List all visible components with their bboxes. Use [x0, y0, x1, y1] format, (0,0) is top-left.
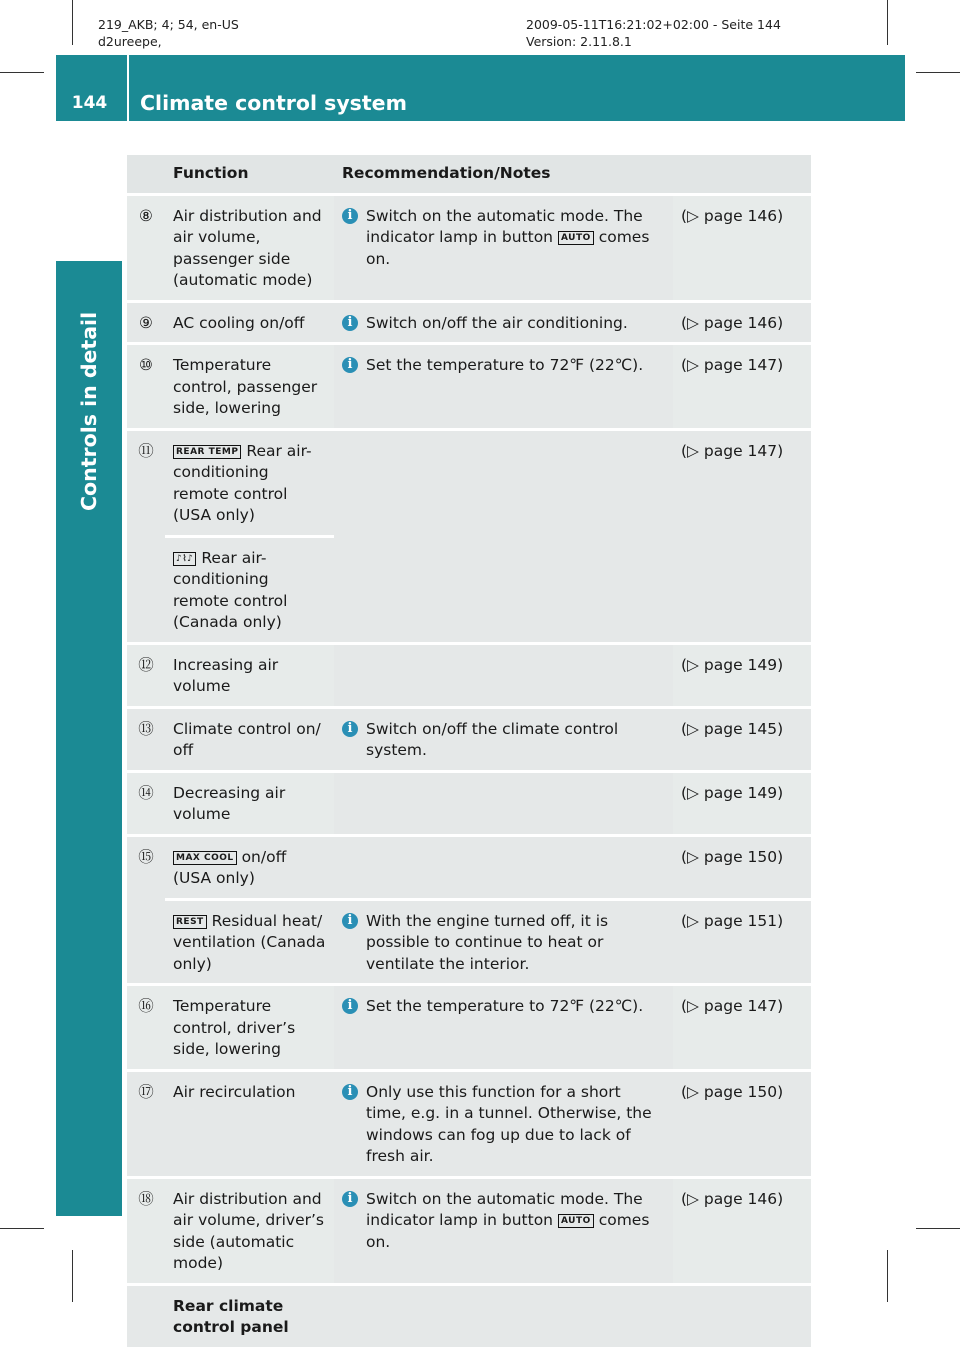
- notes-cell: [334, 1072, 673, 1179]
- header-ref: [673, 155, 811, 196]
- table-row: [127, 303, 811, 346]
- note-text: Switch on/off the climate control system.: [366, 719, 619, 759]
- header-divider: [127, 55, 129, 121]
- function-text: Residual heat/ ventilation (Canada only): [173, 911, 326, 973]
- table-row: [127, 196, 811, 303]
- notes-cell: [334, 986, 673, 1072]
- row-number: ⑨: [127, 303, 165, 346]
- note-text: Switch on the automatic mode. The indicator lamp in button: [366, 206, 643, 246]
- function-cell: AC cooling on/off: [165, 303, 334, 346]
- notes-cell: [334, 773, 673, 837]
- table-row: [127, 345, 811, 431]
- print-metadata-left: [98, 16, 239, 50]
- meta-line: 219_AKB; 4; 54, en-US: [98, 17, 239, 32]
- crop-mark: [72, 0, 73, 45]
- header-blank: [127, 155, 165, 196]
- info-icon: i: [342, 315, 358, 331]
- table-subheading-row: [127, 1286, 811, 1347]
- meta-line: Version: 2.11.8.1: [526, 34, 632, 49]
- function-cell: Temperature control, passenger side, lowering: [165, 345, 334, 431]
- page-ref: (▷ page 147): [673, 986, 811, 1072]
- rest-button-icon: REST: [173, 915, 207, 929]
- meta-line: 2009-05-11T16:21:02+02:00 - Seite 144: [526, 17, 781, 32]
- row-number: ⑫: [127, 645, 165, 709]
- row-number: ⑰: [127, 1072, 165, 1179]
- function-cell: Increasing air volume: [165, 645, 334, 709]
- note-text: comes on.: [366, 228, 650, 268]
- crop-mark: [0, 1228, 44, 1229]
- info-icon: i: [342, 1084, 358, 1100]
- note-text: Only use this function for a short time, e.g. in a tunnel. Otherwise, the windows can fog up due to lack of fresh air.: [366, 1082, 652, 1165]
- auto-button-icon: AUTO: [558, 231, 594, 245]
- page-ref: [673, 1286, 811, 1347]
- function-cell: Air distribution and air volume, passenger side (automatic mode): [165, 196, 334, 303]
- page-ref: (▷ page 146): [673, 1179, 811, 1286]
- notes-cell: [334, 1179, 673, 1286]
- row-number: ⑩: [127, 345, 165, 431]
- function-cell: Air distribution and air volume, driver’s side (automatic mode): [165, 1179, 334, 1286]
- header-function: Function: [165, 155, 334, 196]
- crop-mark: [72, 1250, 73, 1302]
- function-cell: Climate control on/ off: [165, 709, 334, 773]
- note-text: Switch on the automatic mode. The indicator lamp in button: [366, 1189, 643, 1229]
- table-row: [127, 898, 811, 987]
- table-row: [127, 1072, 811, 1179]
- row-number: ⑬: [127, 709, 165, 773]
- function-cell: [165, 535, 334, 645]
- table-row: [127, 986, 811, 1072]
- table-row: [127, 431, 811, 535]
- notes-cell: [334, 431, 673, 645]
- notes-cell: [334, 645, 673, 709]
- function-cell: [165, 431, 334, 535]
- page-number: 144: [71, 93, 108, 113]
- table-header-row: [127, 155, 811, 196]
- page-ref: (▷ page 149): [673, 645, 811, 709]
- crop-mark: [887, 0, 888, 45]
- crop-mark: [916, 1228, 960, 1229]
- row-number: ⑪: [127, 431, 165, 645]
- page-ref: (▷ page 145): [673, 709, 811, 773]
- function-cell: Decreasing air volume: [165, 773, 334, 837]
- note-text: comes on.: [366, 1211, 650, 1251]
- row-number: ⑮: [127, 837, 165, 987]
- rear-temp-button-icon: REAR TEMP: [173, 445, 241, 459]
- notes-cell: [334, 1286, 673, 1347]
- subheading: Rear climate control panel: [173, 1296, 289, 1336]
- page-ref: (▷ page 147): [673, 345, 811, 431]
- info-icon: i: [342, 208, 358, 224]
- meta-line: d2ureepe,: [98, 34, 162, 49]
- notes-cell: [334, 898, 673, 987]
- notes-cell: [334, 837, 673, 898]
- note-text: With the engine turned off, it is possible to continue to heat or ventilate the interior.: [366, 911, 609, 973]
- page-title: Climate control system: [140, 91, 407, 115]
- info-icon: i: [342, 357, 358, 373]
- notes-cell: [334, 196, 673, 303]
- notes-cell: [334, 345, 673, 431]
- page-ref: (▷ page 147): [673, 431, 811, 645]
- max-cool-button-icon: MAX COOL: [173, 851, 237, 865]
- print-metadata-right: [526, 16, 781, 50]
- function-text: Rear air-conditioning remote control (USA only): [173, 441, 312, 524]
- table-row: [127, 773, 811, 837]
- info-icon: i: [342, 721, 358, 737]
- crop-mark: [916, 72, 960, 73]
- function-cell: Temperature control, driver’s side, lowering: [165, 986, 334, 1072]
- crop-mark: [887, 1250, 888, 1302]
- section-tab: [56, 261, 122, 1216]
- info-icon: i: [342, 913, 358, 929]
- note-text: Set the temperature to 72℉ (22℃).: [366, 356, 644, 374]
- table-row: [127, 1179, 811, 1286]
- function-text: Rear air-conditioning remote control (Canada only): [173, 548, 288, 631]
- function-text: on/off (USA only): [173, 847, 287, 887]
- rear-airflow-button-icon: ♪⌇♪: [173, 552, 196, 566]
- table-row: [127, 709, 811, 773]
- page-ref: (▷ page 151): [673, 898, 811, 987]
- row-number: [127, 1286, 165, 1347]
- page-ref: (▷ page 150): [681, 847, 784, 866]
- auto-button-icon: AUTO: [558, 1214, 594, 1228]
- row-number: ⑯: [127, 986, 165, 1072]
- page-header: [56, 55, 905, 121]
- function-cell: [165, 837, 334, 898]
- table-row: [127, 837, 811, 898]
- function-table: [127, 155, 811, 1347]
- page-ref: (▷ page 150): [673, 1072, 811, 1179]
- note-text: Switch on/off the air conditioning.: [366, 313, 628, 332]
- info-icon: i: [342, 1191, 358, 1207]
- row-number: ⑱: [127, 1179, 165, 1286]
- crop-mark: [0, 72, 44, 73]
- info-icon: i: [342, 998, 358, 1014]
- page-ref: (▷ page 146): [673, 303, 811, 346]
- notes-cell: [334, 709, 673, 773]
- function-cell: [165, 898, 334, 987]
- page-ref: (▷ page 149): [673, 773, 811, 837]
- function-cell: Air recirculation: [165, 1072, 334, 1179]
- note-text: Set the temperature to 72℉ (22℃).: [366, 997, 644, 1015]
- row-number: ⑭: [127, 773, 165, 837]
- table-row: [127, 645, 811, 709]
- section-label: Controls in detail: [77, 311, 101, 511]
- page-ref: (▷ page 146): [673, 196, 811, 303]
- notes-cell: [334, 303, 673, 346]
- header-notes: Recommendation/Notes: [334, 155, 673, 196]
- row-number: ⑧: [127, 196, 165, 303]
